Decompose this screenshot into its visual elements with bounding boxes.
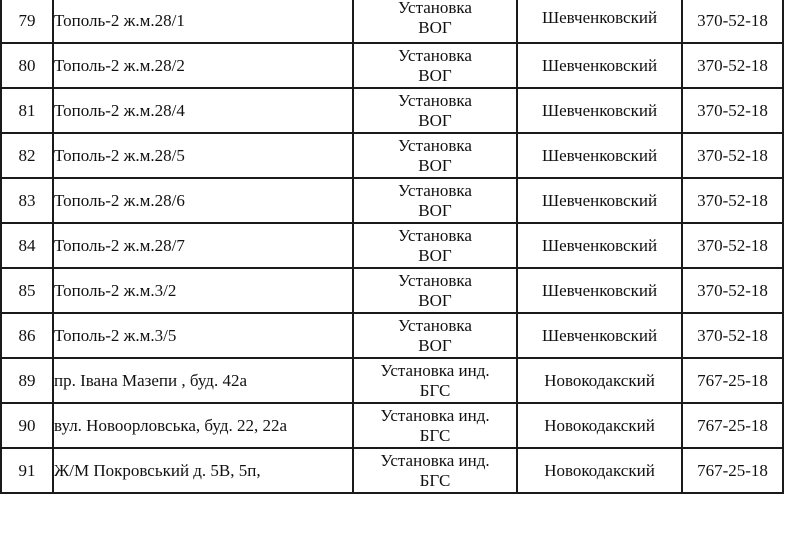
address-cell: Тополь-2 ж.м.3/5 [53, 313, 353, 358]
installation-type-line1: Установка [398, 0, 472, 17]
district-cell: Шевченковский [517, 178, 682, 223]
installation-type-line1: Установка [398, 45, 472, 65]
phone-cell: 370-52-18 [682, 88, 783, 133]
installation-type-cell [353, 223, 517, 268]
district-cell: Новокодакский [517, 403, 682, 448]
row-number: 91 [1, 448, 53, 493]
installation-type-line2: БГС [419, 470, 451, 490]
installation-type-line2: ВОГ [418, 65, 452, 85]
installation-type-cell [353, 313, 517, 358]
table-row [1, 403, 783, 448]
installation-type-line1: Установка инд. [380, 450, 490, 470]
row-number: 85 [1, 268, 53, 313]
address-cell: пр. Івана Мазепи , буд. 42а [53, 358, 353, 403]
district-cell: Шевченковский [517, 268, 682, 313]
table-row [1, 268, 783, 313]
address-cell: Тополь-2 ж.м.28/4 [53, 88, 353, 133]
installation-type-cell [353, 403, 517, 448]
row-number: 82 [1, 133, 53, 178]
district-cell: Шевченковский [517, 133, 682, 178]
installation-type-line2: ВОГ [418, 200, 452, 220]
installation-type-cell [353, 178, 517, 223]
district-text: Шевченковский [541, 7, 658, 27]
installation-type-line2: ВОГ [418, 245, 452, 265]
phone-cell: 370-52-18 [682, 313, 783, 358]
phone-cell: 370-52-18 [682, 178, 783, 223]
installation-type-cell [353, 133, 517, 178]
installation-type-line1: Установка инд. [380, 405, 490, 425]
installation-type-line1: Установка [398, 180, 472, 200]
district-cell: Шевченковский [517, 223, 682, 268]
installation-type-cell [353, 43, 517, 88]
installation-type-line2: ВОГ [418, 17, 452, 37]
installation-type-line2: ВОГ [418, 290, 452, 310]
address-cell: Тополь-2 ж.м.28/1 [53, 0, 353, 43]
row-number: 89 [1, 358, 53, 403]
phone-cell: 370-52-18 [682, 268, 783, 313]
row-number: 83 [1, 178, 53, 223]
installation-type-cell [353, 448, 517, 493]
installation-type-cell [353, 0, 517, 43]
address-cell: Тополь-2 ж.м.28/6 [53, 178, 353, 223]
row-number: 90 [1, 403, 53, 448]
phone-cell: 767-25-18 [682, 448, 783, 493]
table-row [1, 313, 783, 358]
address-cell: Тополь-2 ж.м.28/2 [53, 43, 353, 88]
district-cell: Новокодакский [517, 358, 682, 403]
table-row [1, 88, 783, 133]
address-cell: Тополь-2 ж.м.28/7 [53, 223, 353, 268]
installation-type-line1: Установка [398, 315, 472, 335]
row-number: 84 [1, 223, 53, 268]
phone-cell: 370-52-18 [682, 0, 783, 43]
district-cell [517, 0, 682, 43]
installation-type-line1: Установка инд. [380, 360, 490, 380]
installation-type-line2: ВОГ [418, 335, 452, 355]
table-row [1, 358, 783, 403]
address-cell: вул. Новоорловська, буд. 22, 22а [53, 403, 353, 448]
phone-cell: 370-52-18 [682, 133, 783, 178]
row-number: 86 [1, 313, 53, 358]
address-cell: Тополь-2 ж.м.28/5 [53, 133, 353, 178]
district-cell: Новокодакский [517, 448, 682, 493]
installation-type-line2: БГС [419, 425, 451, 445]
table-row [1, 133, 783, 178]
phone-cell: 370-52-18 [682, 223, 783, 268]
district-cell: Шевченковский [517, 313, 682, 358]
district-cell: Шевченковский [517, 43, 682, 88]
table-body [1, 0, 783, 493]
installation-type-cell [353, 88, 517, 133]
table-row [1, 43, 783, 88]
row-number: 81 [1, 88, 53, 133]
installation-type-line1: Установка [398, 270, 472, 290]
installation-type-line2: ВОГ [418, 110, 452, 130]
installation-type-line1: Установка [398, 225, 472, 245]
installation-type-cell [353, 358, 517, 403]
phone-cell: 370-52-18 [682, 43, 783, 88]
table-row [1, 178, 783, 223]
phone-cell: 767-25-18 [682, 358, 783, 403]
table-row [1, 223, 783, 268]
address-cell: Ж/М Покровський д. 5В, 5п, [53, 448, 353, 493]
table-row [1, 0, 783, 43]
installation-type-line2: ВОГ [418, 155, 452, 175]
address-cell: Тополь-2 ж.м.3/2 [53, 268, 353, 313]
installation-type-line1: Установка [398, 135, 472, 155]
installation-type-line1: Установка [398, 90, 472, 110]
district-cell: Шевченковский [517, 88, 682, 133]
installation-type-cell [353, 268, 517, 313]
phone-cell: 767-25-18 [682, 403, 783, 448]
installation-type-line2: БГС [419, 380, 451, 400]
table-row [1, 448, 783, 493]
row-number: 79 [1, 0, 53, 43]
row-number: 80 [1, 43, 53, 88]
